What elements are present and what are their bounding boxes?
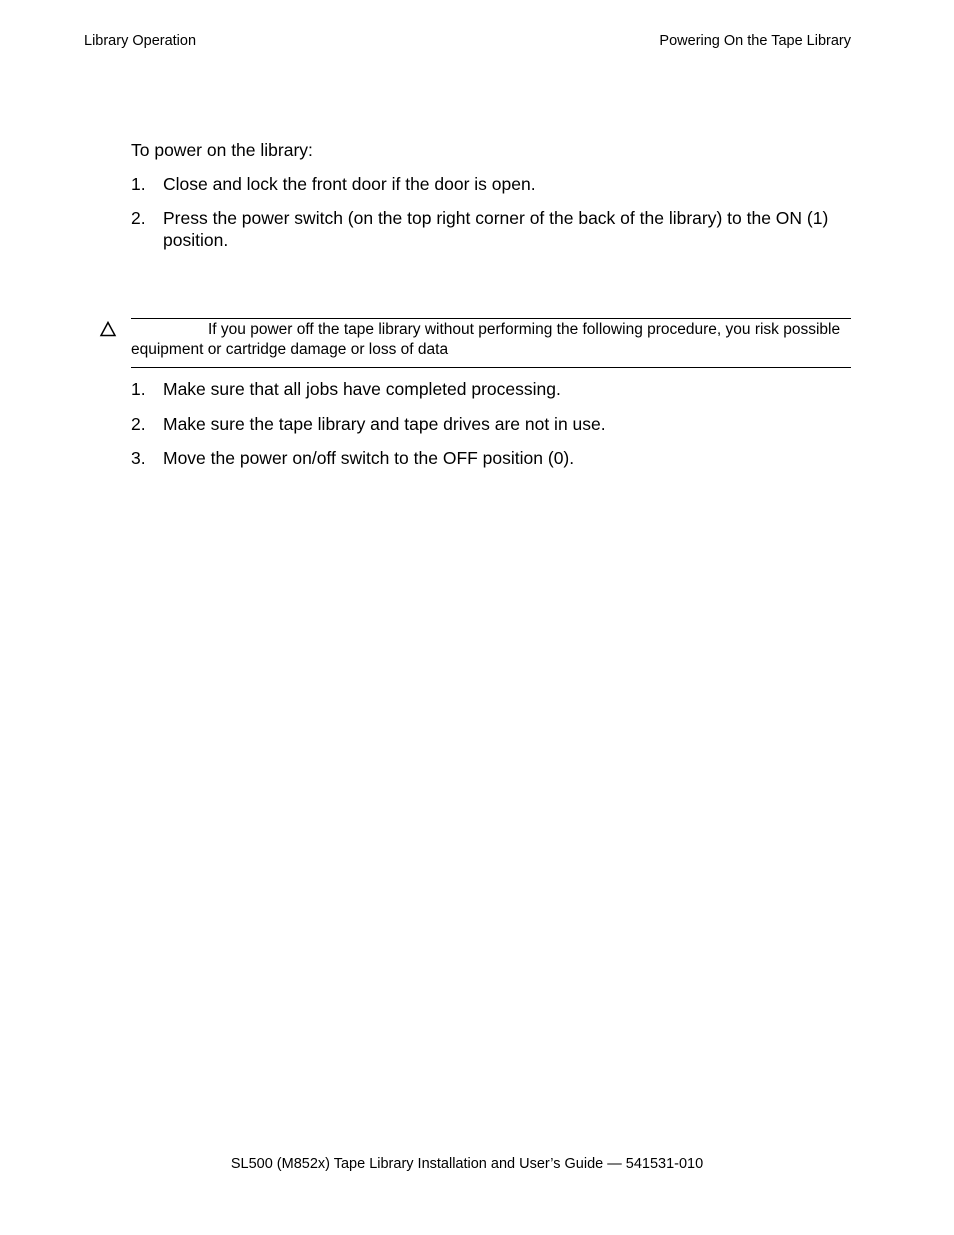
power-off-step xyxy=(131,378,851,400)
power-off-step xyxy=(131,413,851,435)
running-header-right: Powering On the Tape Library xyxy=(659,33,851,49)
warning-triangle-icon xyxy=(99,320,117,338)
power-on-step xyxy=(131,173,851,195)
step-text: Close and lock the front door if the door is open. xyxy=(163,174,536,194)
power-on-intro: To power on the library: xyxy=(131,140,313,160)
step-number: 1. xyxy=(131,379,146,399)
step-number: 2. xyxy=(131,414,146,434)
step-text: Make sure the tape library and tape drives are not in use. xyxy=(163,414,606,434)
power-on-step xyxy=(131,207,851,251)
step-number: 2. xyxy=(131,208,146,228)
step-text: Move the power on/off switch to the OFF position (0). xyxy=(163,448,575,468)
step-number: 3. xyxy=(131,448,146,468)
page-footer xyxy=(0,1156,954,1172)
power-off-step xyxy=(131,447,851,469)
step-number: 1. xyxy=(131,174,146,194)
running-header-left: Library Operation xyxy=(84,33,197,49)
step-text: Press the power switch (on the top right corner of the back of the library) to the ON (1) position. xyxy=(163,208,829,250)
footer-text: SL500 (M852x) Tape Library Installation and User’s Guide — 541531-010 xyxy=(230,1156,704,1172)
caution-text: If you power off the tape library without performing the following procedure, you risk possible equipment or cartridge damage or loss of data xyxy=(131,321,841,358)
caution-box xyxy=(131,318,851,368)
step-text: Make sure that all jobs have completed processing. xyxy=(163,379,561,399)
